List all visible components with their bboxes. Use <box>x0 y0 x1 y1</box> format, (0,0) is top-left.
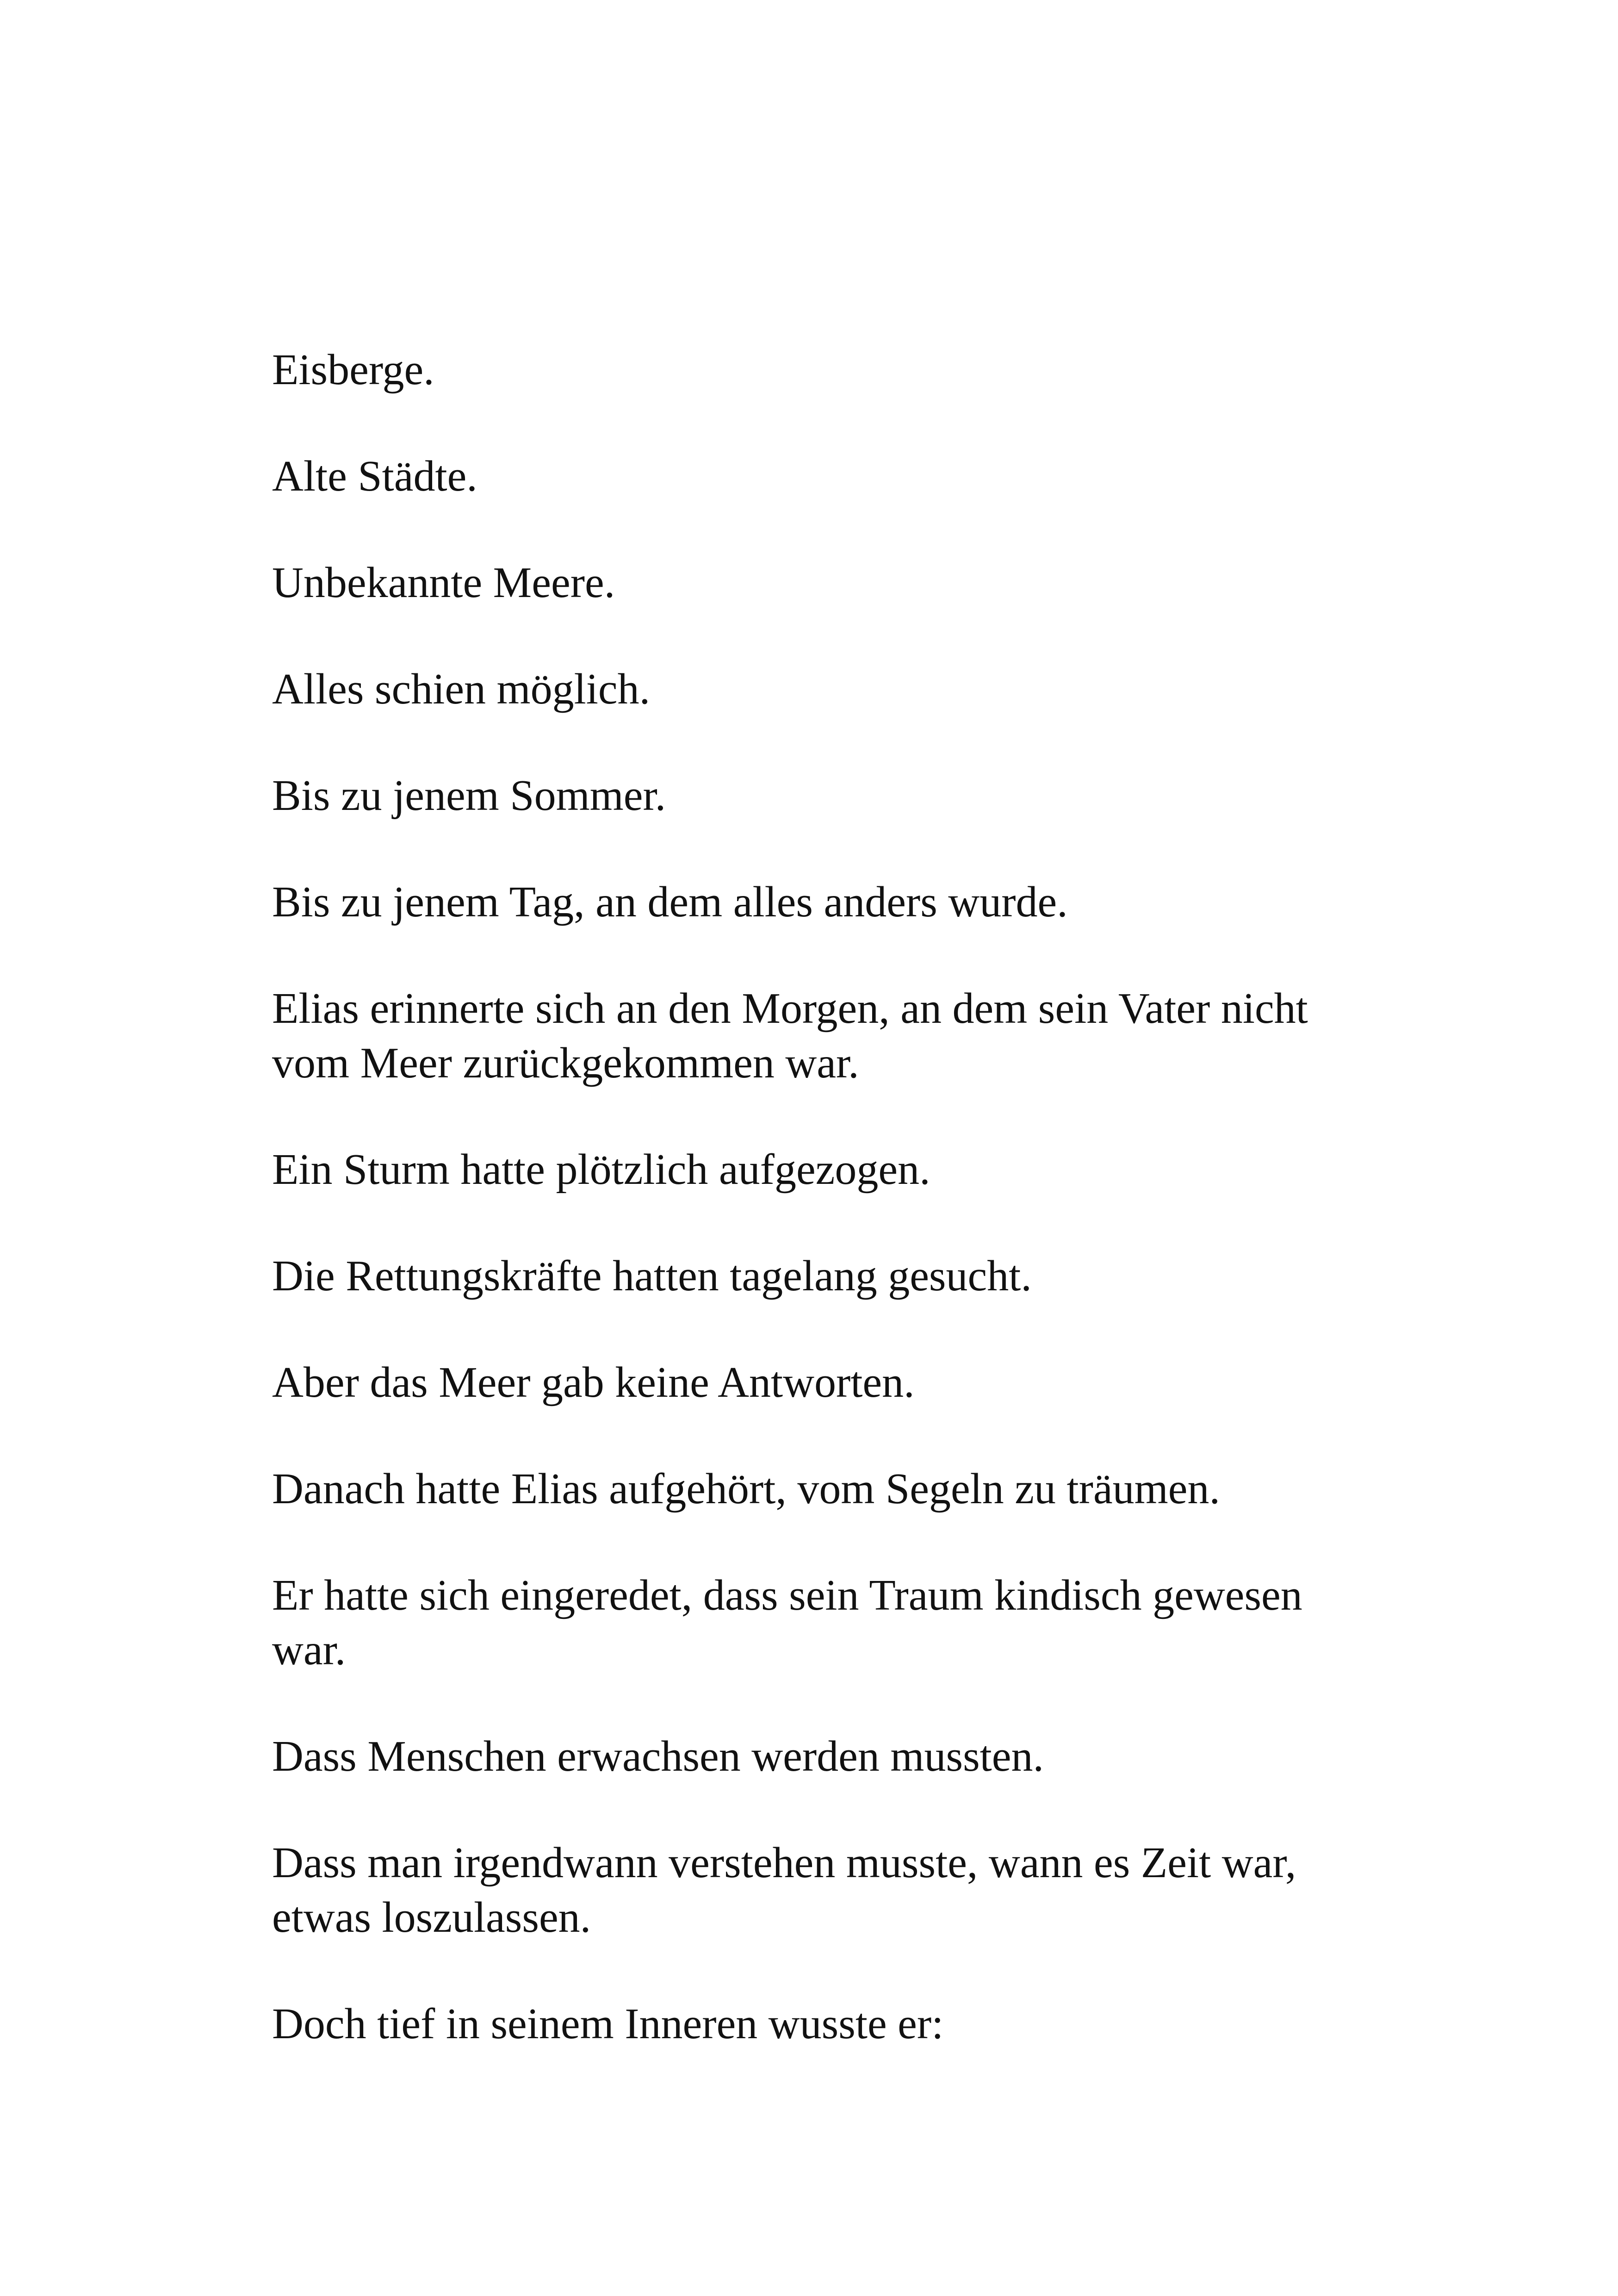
paragraph: Alles schien möglich. <box>272 665 651 713</box>
paragraph: Doch tief in seinem Inneren wusste er: <box>272 2000 944 2048</box>
paragraph: Aber das Meer gab keine Antworten. <box>272 1358 915 1406</box>
paragraph: Ein Sturm hatte plötzlich aufgezogen. <box>272 1145 930 1194</box>
paragraph: Bis zu jenem Sommer. <box>272 772 666 820</box>
body-text <box>272 342 1345 2103</box>
paragraph: Eisberge. <box>272 346 434 394</box>
paragraph: Unbekannte Meere. <box>272 559 615 607</box>
paragraph: Bis zu jenem Tag, an dem alles anders wurde. <box>272 878 1068 926</box>
paragraph: Alte Städte. <box>272 452 477 500</box>
paragraph: Elias erinnerte sich an den Morgen, an dem sein Vater nicht vom Meer zurückgekommen war. <box>272 984 1308 1087</box>
paragraph: Er hatte sich eingeredet, dass sein Traum kindisch gewesen war. <box>272 1571 1302 1674</box>
paragraph: Dass Menschen erwachsen werden mussten. <box>272 1732 1044 1780</box>
paragraph: Danach hatte Elias aufgehört, vom Segeln zu träumen. <box>272 1465 1220 1513</box>
paragraph: Die Rettungskräfte hatten tagelang gesucht. <box>272 1252 1032 1300</box>
paragraph: Dass man irgendwann verstehen musste, wann es Zeit war, etwas loszulassen. <box>272 1839 1296 1941</box>
